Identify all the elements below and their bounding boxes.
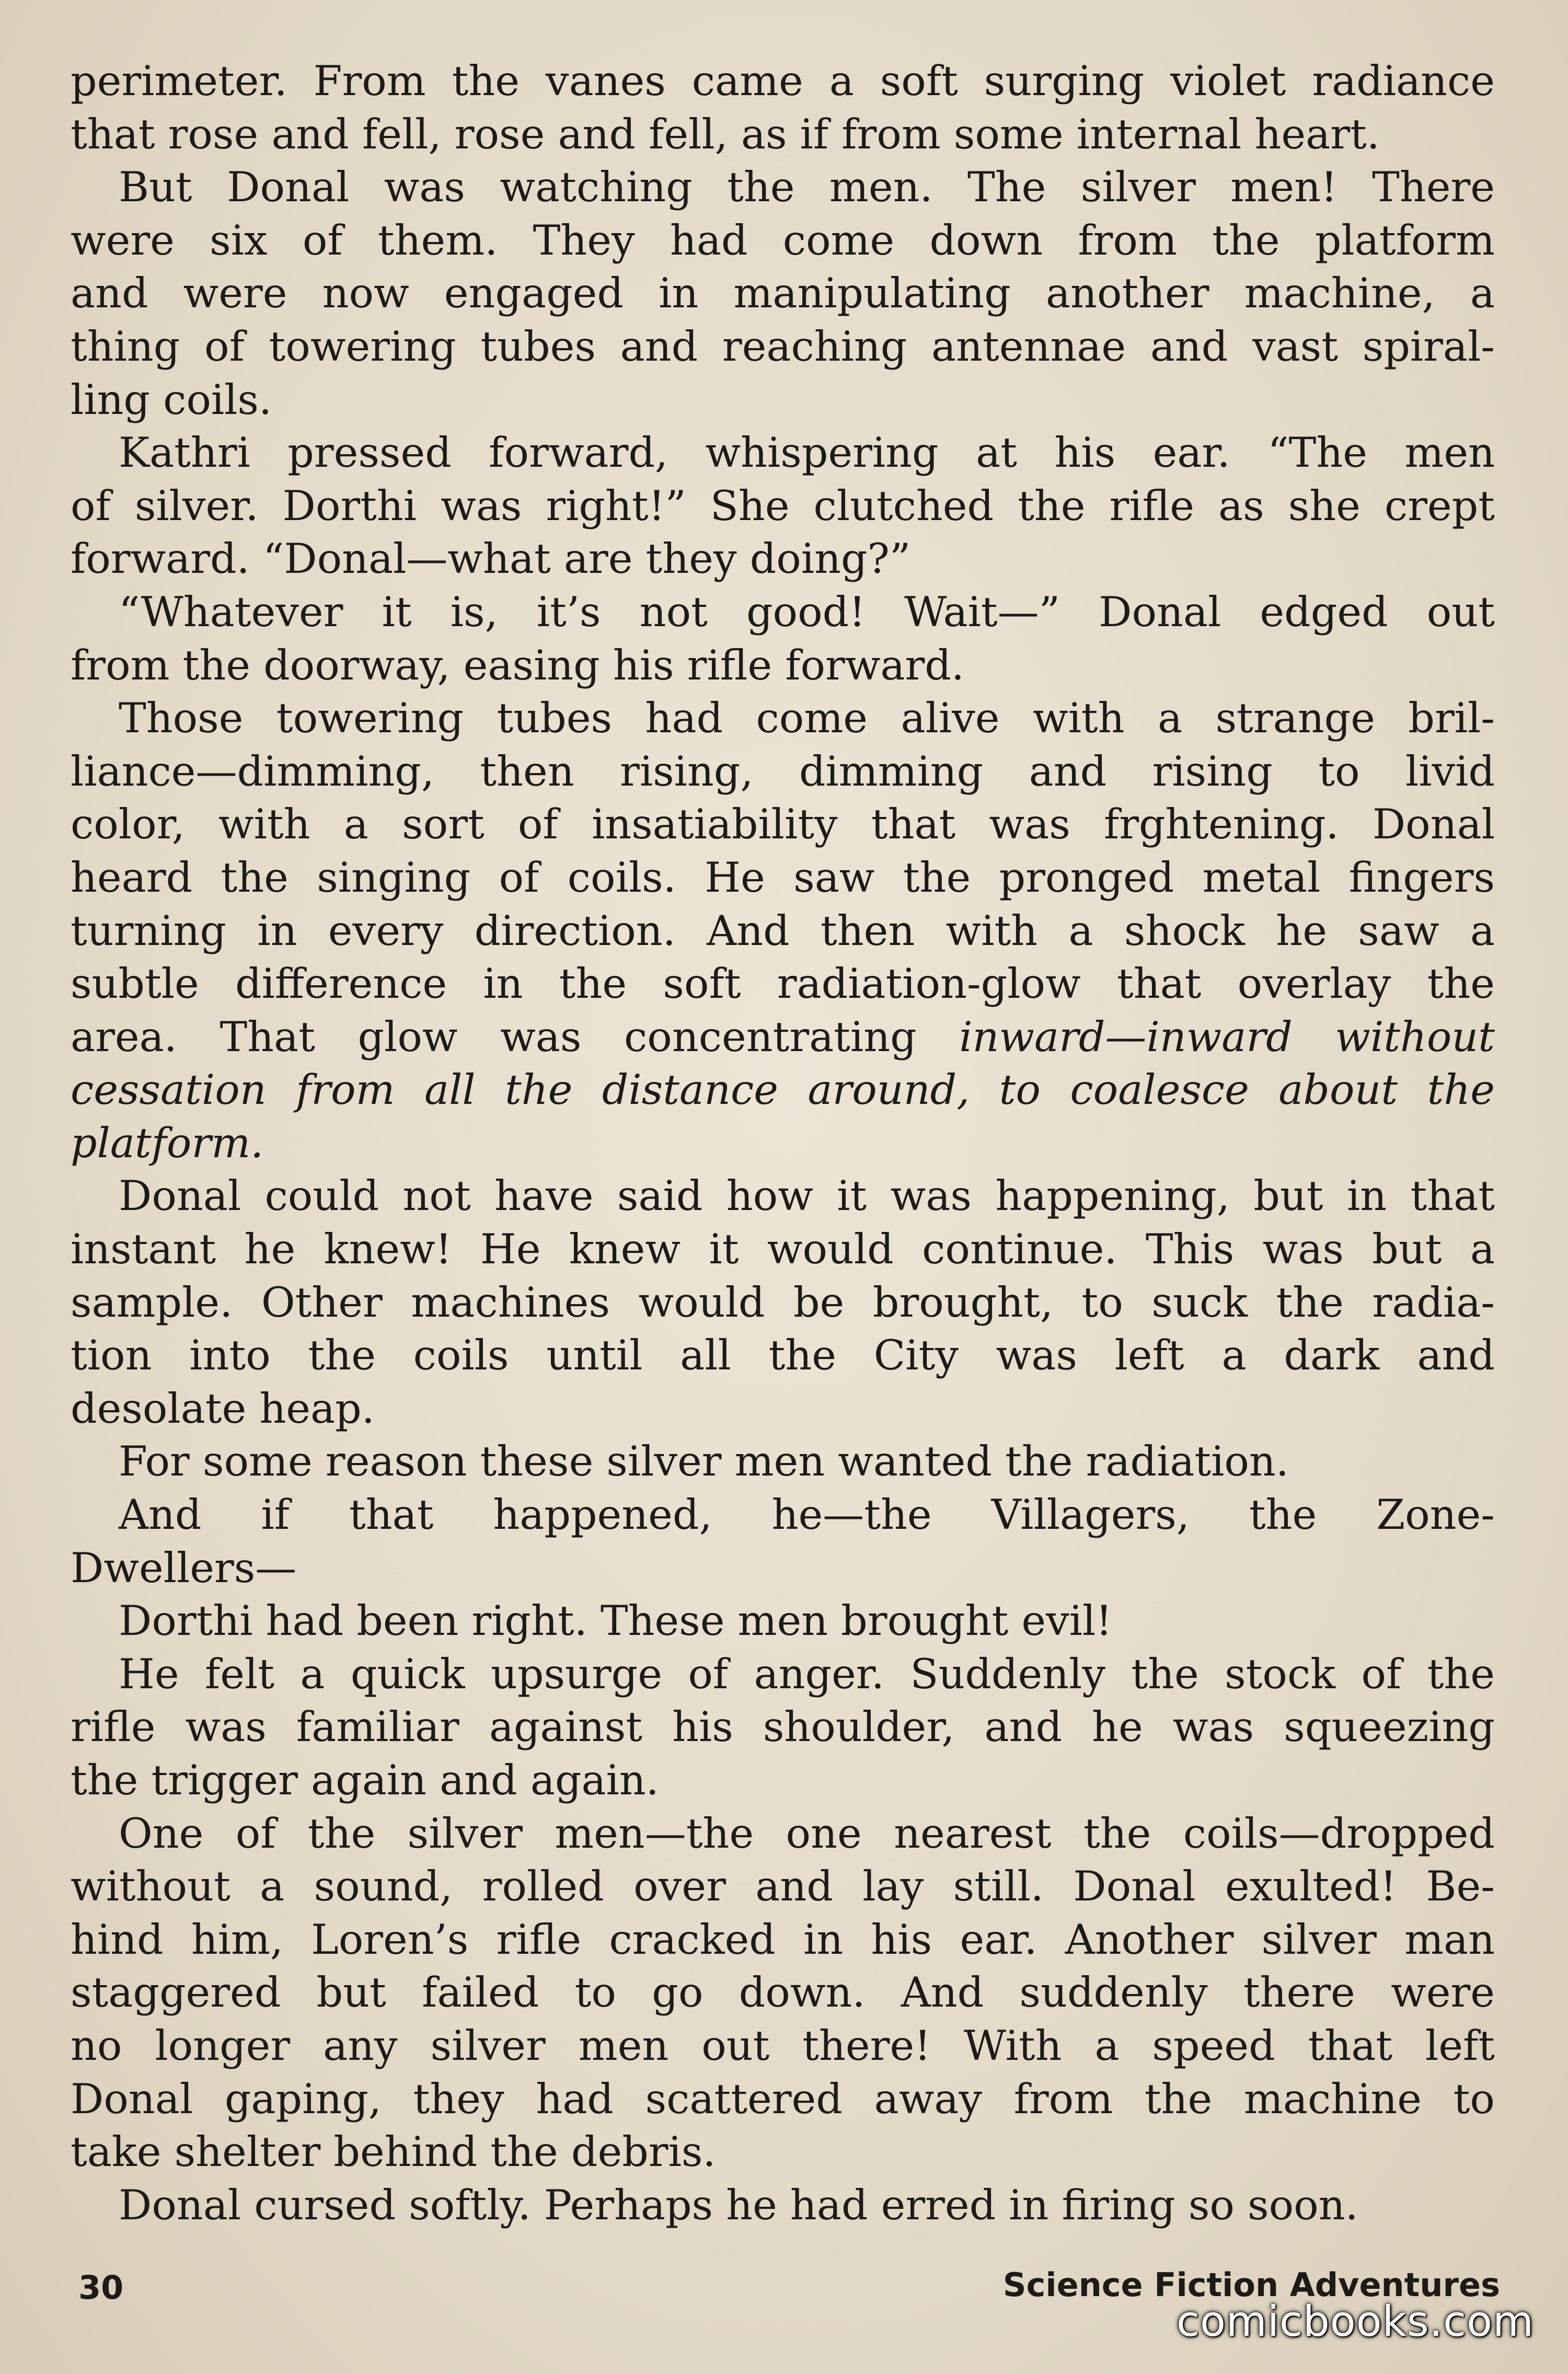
text-line-roman: instant he knew! He knew it would continue. This was but a bbox=[71, 1225, 1495, 1274]
text-line-roman: And if that happened, he—the Villagers, the Zone- bbox=[119, 1491, 1495, 1539]
text-line-roman: subtle difference in the soft radiation-glow that overlay the bbox=[71, 960, 1495, 1008]
text-line bbox=[71, 1117, 1495, 1170]
text-line bbox=[71, 1701, 1495, 1754]
text-line-roman: forward. “Donal—what are they doing?” bbox=[71, 535, 911, 583]
text-line-roman: But Donal was watching the men. The silver men! There bbox=[119, 163, 1495, 212]
text-line bbox=[71, 161, 1495, 214]
text-line-roman: were six of them. They had come down from the platform bbox=[71, 216, 1495, 264]
text-line bbox=[71, 2020, 1495, 2073]
text-line-roman: Kathri pressed forward, whispering at his ear. “The men bbox=[119, 429, 1495, 477]
text-line bbox=[71, 427, 1495, 480]
text-line-roman: Those towering tubes had come alive with a strange bril- bbox=[119, 694, 1495, 743]
text-line-roman: ling coils. bbox=[71, 375, 272, 424]
body-text bbox=[71, 55, 1495, 2232]
text-line bbox=[71, 55, 1495, 108]
text-line bbox=[71, 1807, 1495, 1861]
watermark: comicbooks.com bbox=[1176, 2297, 1534, 2346]
text-line bbox=[71, 905, 1495, 958]
text-line-roman: no longer any silver men out there! With a speed that left bbox=[71, 2021, 1495, 2070]
text-line-roman: turning in every direction. And then with a shock he saw a bbox=[71, 906, 1495, 955]
text-line-roman: One of the silver men—the one nearest the coils—dropped bbox=[119, 1809, 1495, 1858]
text-line-roman: area. That glow was concentrating bbox=[71, 1012, 960, 1061]
text-line bbox=[71, 1276, 1495, 1330]
text-line bbox=[71, 1011, 1495, 1064]
text-line-roman: Dwellers— bbox=[71, 1543, 297, 1592]
text-line-roman: staggered but failed to go down. And suddenly there were bbox=[71, 1968, 1495, 2017]
text-line bbox=[71, 480, 1495, 533]
text-line bbox=[71, 1435, 1495, 1489]
text-line bbox=[71, 1860, 1495, 1914]
text-line bbox=[71, 374, 1495, 427]
text-line bbox=[71, 798, 1495, 851]
text-line bbox=[71, 320, 1495, 374]
text-line-roman: He felt a quick upsurge of anger. Suddenly the stock of the bbox=[119, 1650, 1495, 1698]
running-footer-title: Science Fiction Adventures bbox=[1002, 2266, 1500, 2304]
text-line-roman: color, with a sort of insatiability that was frghtening. Donal bbox=[71, 800, 1495, 849]
text-line bbox=[71, 533, 1495, 586]
text-line-roman: take shelter behind the debris. bbox=[71, 2128, 716, 2176]
text-line bbox=[71, 958, 1495, 1011]
text-line bbox=[71, 1064, 1495, 1117]
text-line-roman: liance—dimming, then rising, dimming and rising to livid bbox=[71, 747, 1495, 796]
text-line bbox=[71, 1754, 1495, 1807]
text-line bbox=[71, 586, 1495, 639]
text-line bbox=[71, 1966, 1495, 2020]
text-line-italic: platform. bbox=[71, 1119, 264, 1167]
text-line-roman: and were now engaged in manipulating another machine, a bbox=[71, 269, 1495, 318]
text-line bbox=[71, 1914, 1495, 1967]
text-line bbox=[71, 2179, 1495, 2232]
text-line bbox=[71, 1329, 1495, 1382]
text-line-roman: the trigger again and again. bbox=[71, 1756, 659, 1804]
text-line bbox=[71, 214, 1495, 268]
text-line bbox=[71, 2073, 1495, 2126]
text-line bbox=[71, 745, 1495, 799]
text-line bbox=[71, 1223, 1495, 1276]
text-line bbox=[71, 1382, 1495, 1436]
text-line-roman: heard the singing of coils. He saw the pronged metal fingers bbox=[71, 853, 1495, 902]
text-line-roman: tion into the coils until all the City was left a dark and bbox=[71, 1331, 1495, 1380]
text-line bbox=[71, 1170, 1495, 1223]
text-line-roman: desolate heap. bbox=[71, 1384, 375, 1433]
text-line-roman: that rose and fell, rose and fell, as if from some internal heart. bbox=[71, 110, 1380, 158]
text-line bbox=[71, 108, 1495, 162]
text-line-italic: inward—inward without bbox=[959, 1012, 1495, 1061]
page-number: 30 bbox=[78, 2268, 124, 2307]
text-line-roman: Donal gaping, they had scattered away from the machine to bbox=[71, 2075, 1495, 2123]
text-line-roman: perimeter. From the vanes came a soft surging violet radiance bbox=[71, 57, 1495, 105]
text-line-roman: For some reason these silver men wanted the radiation. bbox=[119, 1437, 1289, 1486]
text-line bbox=[71, 1595, 1495, 1648]
text-line-roman: of silver. Dorthi was right!” She clutched the rifle as she crept bbox=[71, 481, 1495, 530]
text-line bbox=[71, 2126, 1495, 2179]
text-line-roman: from the doorway, easing his rifle forward. bbox=[71, 641, 964, 689]
text-line-roman: hind him, Loren’s rifle cracked in his ear. Another silver man bbox=[71, 1915, 1495, 1964]
text-line bbox=[71, 1542, 1495, 1595]
text-line bbox=[71, 1648, 1495, 1701]
text-line-italic: cessation from all the distance around, to coalesce about the bbox=[71, 1066, 1495, 1114]
text-line-roman: without a sound, rolled over and lay still. Donal exulted! Be- bbox=[71, 1862, 1495, 1911]
text-line bbox=[71, 1489, 1495, 1542]
text-line bbox=[71, 639, 1495, 693]
text-line-roman: rifle was familiar against his shoulder, and he was squeezing bbox=[71, 1703, 1495, 1751]
text-line bbox=[71, 851, 1495, 905]
text-line-roman: Donal could not have said how it was happening, but in that bbox=[119, 1172, 1495, 1220]
text-line bbox=[71, 692, 1495, 745]
text-line-roman: thing of towering tubes and reaching antennae and vast spiral- bbox=[71, 322, 1495, 371]
text-line bbox=[71, 267, 1495, 320]
text-line-roman: “Whatever it is, it’s not good! Wait—” Donal edged out bbox=[119, 587, 1495, 636]
text-line-roman: Dorthi had been right. These men brought evil! bbox=[119, 1597, 1112, 1645]
text-line-roman: sample. Other machines would be brought, to suck the radia- bbox=[71, 1278, 1495, 1327]
text-line-roman: Donal cursed softly. Perhaps he had erred in firing so soon. bbox=[119, 2181, 1358, 2229]
